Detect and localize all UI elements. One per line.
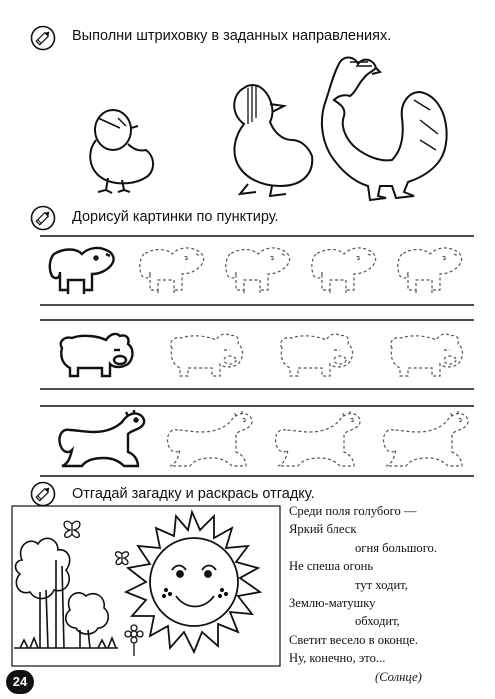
riddle-line: Светит весело в оконце. — [289, 632, 418, 647]
riddle-line: Яркий блеск — [289, 522, 357, 537]
riddle-line: обходит, — [355, 614, 400, 629]
riddle-line: Ну, конечно, это... — [289, 651, 386, 666]
riddle-line: Землю-матушку — [289, 596, 376, 611]
sun-outline — [126, 512, 260, 652]
tree-outline — [14, 538, 118, 648]
task1-instruction: Выполни штриховку в заданных направлениях. — [72, 28, 392, 44]
riddle-answer: (Солнце) — [375, 669, 422, 684]
riddle-line: тут ходит, — [355, 577, 408, 592]
butterfly-outline — [64, 521, 80, 537]
flower-outline — [125, 625, 143, 656]
riddle-text — [283, 502, 473, 686]
riddle-line: огня большого. — [355, 540, 438, 555]
task3-instruction: Отгадай загадку и раскрась отгадку. — [72, 486, 315, 502]
task2-instruction: Дорисуй картинки по пунктиру. — [72, 209, 279, 225]
butterfly-outline — [116, 552, 129, 565]
riddle-line: Среди поля голубого — — [289, 504, 417, 518]
riddle-line: Не спеша огонь — [289, 559, 374, 574]
page-number: 24 — [6, 670, 34, 694]
